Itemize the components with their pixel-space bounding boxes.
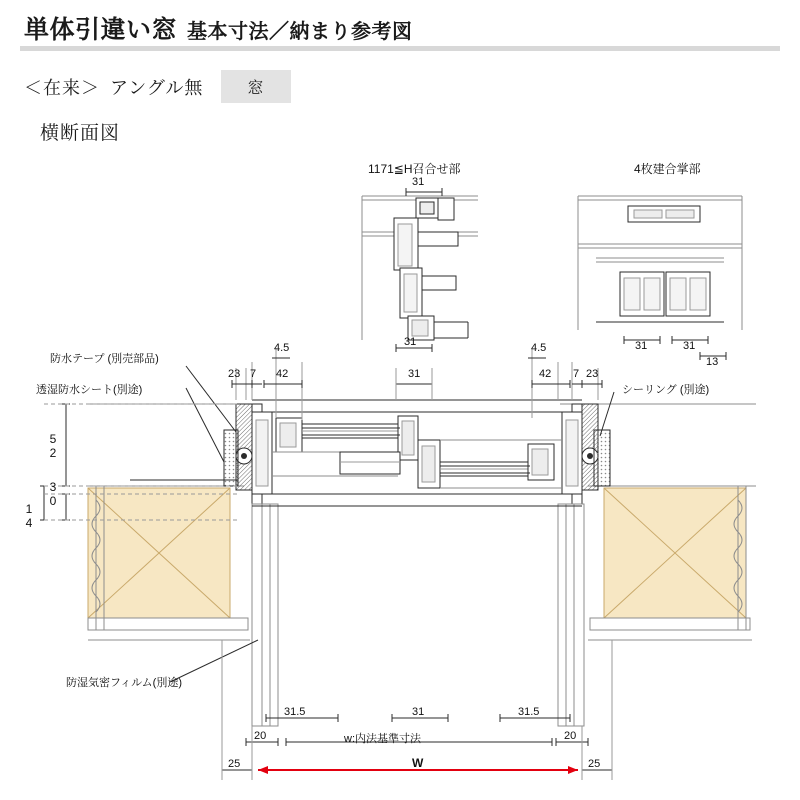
dim-tl-lower: 31 (404, 336, 417, 348)
dim-bottom-center-31: 31 (412, 706, 425, 718)
dim-tr-a: 31 (635, 340, 648, 352)
dim-bottom-left-315: 31.5 (284, 706, 306, 718)
label-vapor-sheet: 透湿防水シート(別途) (36, 384, 143, 396)
label-detail-top-left: 1171≦H召合せ部 (368, 162, 461, 176)
title-main: 単体引違い窓 (24, 16, 178, 44)
dim-v-30: 30 (46, 480, 60, 508)
label-sealing: シーリング (別途) (622, 384, 710, 396)
meta-angle: アングル無 (110, 77, 204, 98)
dim-bottom-left-20: 20 (254, 730, 267, 742)
dim-tr-b: 31 (683, 340, 696, 352)
dim-bottom-right-315: 31.5 (518, 706, 540, 718)
label-waterproof-tape: 防水テープ (別売部品) (50, 353, 159, 365)
dim-bottom-right-20: 20 (564, 730, 577, 742)
dim-bottom-left-25: 25 (228, 758, 241, 770)
dim-left-42: 42 (276, 368, 289, 380)
dim-bottom-right-25: 25 (588, 758, 601, 770)
dim-v-14: 14 (22, 502, 36, 530)
label-moisture-film: 防湿気密フィルム(別途) (66, 677, 183, 689)
meta-kind: ＜在来＞ (24, 77, 100, 98)
dim-right-7: 7 (573, 368, 580, 380)
dim-right-45: 4.5 (531, 342, 547, 354)
dim-tl-upper: 31 (412, 176, 425, 188)
meta-chip: 窓 (221, 70, 291, 103)
dim-left-45: 4.5 (274, 342, 290, 354)
main-section (88, 400, 756, 726)
label-inner-standard: w:内法基準寸法 (344, 733, 421, 745)
dim-tr-c: 13 (706, 356, 719, 368)
label-detail-top-right: 4枚建合掌部 (634, 162, 701, 176)
detail-top-left (362, 188, 478, 352)
dim-left-7: 7 (250, 368, 257, 380)
dim-left-23: 23 (228, 368, 241, 380)
detail-top-right (578, 196, 742, 360)
dim-right-42: 42 (539, 368, 552, 380)
dim-v-52: 52 (46, 432, 60, 460)
dim-center-top: 31 (408, 368, 421, 380)
dim-right-23: 23 (586, 368, 599, 380)
section-label: 横断面図 (40, 123, 121, 144)
dim-overall-w: W (412, 756, 424, 770)
title-sub: 基本寸法／納まり参考図 (187, 21, 413, 43)
